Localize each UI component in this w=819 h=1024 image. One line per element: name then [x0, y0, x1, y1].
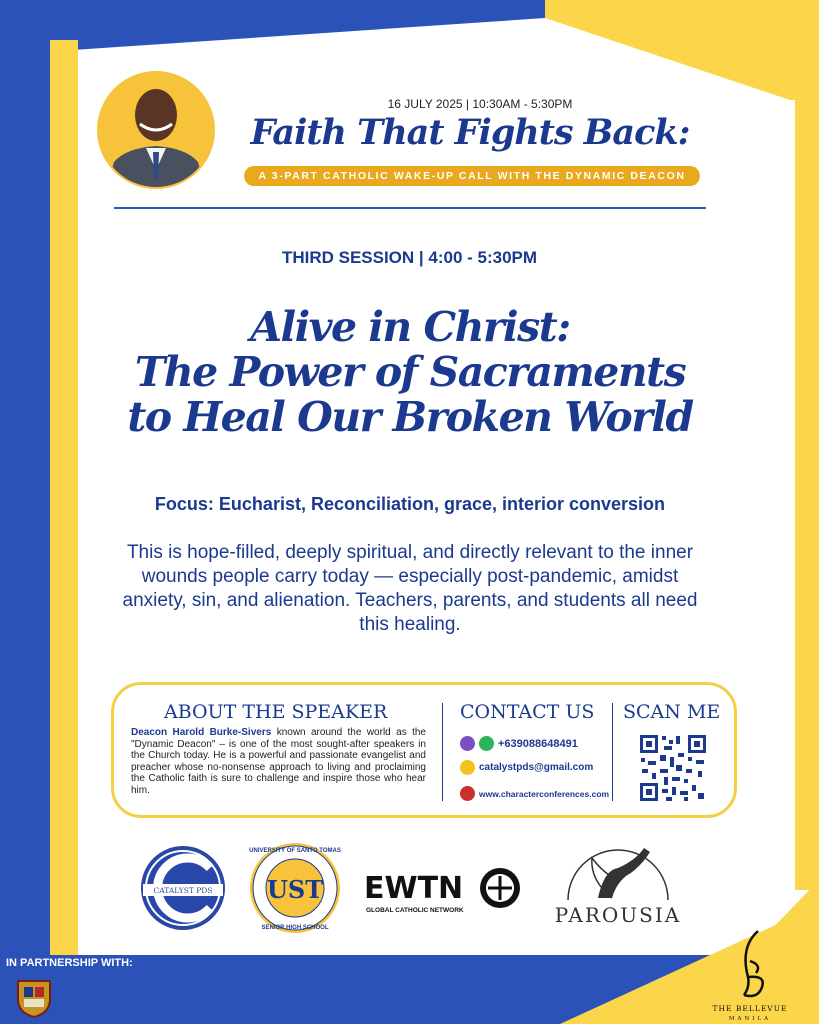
scan-heading: SCAN ME: [623, 701, 721, 723]
session-description: This is hope-filled, deeply spiritual, and directly relevant to the inner wounds people carry today — especially post-pandemic, amidst anxiety, sin, and alienation. Teachers, parents, and students all need this healing.: [122, 542, 698, 635]
viber-icon: [460, 736, 475, 751]
partnership-label: IN PARTNERSHIP WITH:: [6, 957, 133, 969]
qr-code-icon[interactable]: [638, 733, 708, 803]
speaker-bio: known around the world as the "Dynamic Deacon" – is one of the most sought-after speakers in the Church today. He is a powerful and passionate evangelist and preacher whose no-nonsense approach to living and proclaiming the Catholic faith is sure to challenge and inspire those who hear him.: [131, 727, 426, 796]
parousia-logo: [555, 848, 681, 927]
separator: [612, 703, 613, 801]
ewtn-sub: GLOBAL CATHOLIC NETWORK: [366, 907, 464, 914]
ust-shs: SENIOR HIGH SCHOOL: [261, 925, 329, 931]
contact-phone-row[interactable]: [460, 736, 578, 751]
event-date: 16 JULY 2025 | 10:30AM - 5:30PM: [387, 97, 573, 111]
speaker-photo: [96, 70, 216, 190]
bellevue-logo: [700, 925, 800, 1024]
ust-name: UNIVERSITY OF SANTO TOMAS: [249, 848, 341, 854]
ust-text: UST: [266, 875, 324, 904]
contact-website-row[interactable]: [460, 786, 609, 801]
session-label: THIRD SESSION | 4:00 - 5:30PM: [281, 248, 538, 267]
ewtn-logo: [364, 868, 520, 914]
session-heading-line1: Alive in Christ:: [250, 303, 570, 351]
bellevue-text: THE BELLEVUE: [712, 1004, 788, 1013]
info-box: [111, 682, 737, 818]
session-heading-line3: to Heal Our Broken World: [127, 393, 693, 441]
email-icon: [460, 760, 475, 775]
contact-heading: CONTACT US: [460, 701, 595, 723]
bellevue-sub: MANILA: [728, 1016, 772, 1022]
contact-email-row[interactable]: [460, 760, 593, 775]
contact-email[interactable]: catalystpds@gmail.com: [479, 762, 594, 773]
event-subtitle-badge: A 3-PART CATHOLIC WAKE-UP CALL WITH THE DYNAMIC DEACON: [244, 166, 700, 186]
speaker-name: Deacon Harold Burke-Sivers: [131, 727, 272, 738]
session-heading: [60, 305, 760, 440]
session-focus: Focus: Eucharist, Reconciliation, grace, interior conversion: [154, 494, 666, 514]
globe-icon: [460, 786, 475, 801]
partner-logos: [0, 840, 819, 940]
catalyst-logo: [141, 846, 225, 930]
phone-icon: [479, 736, 494, 751]
separator: [442, 703, 443, 801]
catalyst-text: CATALYST PDS: [153, 886, 213, 895]
parousia-text: PAROUSIA: [554, 903, 682, 927]
ewtn-text: EWTN: [364, 871, 464, 906]
divider: [114, 207, 706, 209]
session-heading-line2: The Power of Sacraments: [134, 348, 686, 396]
partner-crest-icon: [14, 975, 54, 1019]
contact-website[interactable]: www.characterconferences.com: [479, 788, 610, 799]
about-heading: ABOUT THE SPEAKER: [164, 701, 388, 723]
event-title: Faith That Fights Back:: [250, 112, 690, 153]
ust-logo: [249, 843, 341, 933]
contact-phone[interactable]: +639088648491: [498, 737, 578, 750]
about-text: [131, 727, 426, 797]
